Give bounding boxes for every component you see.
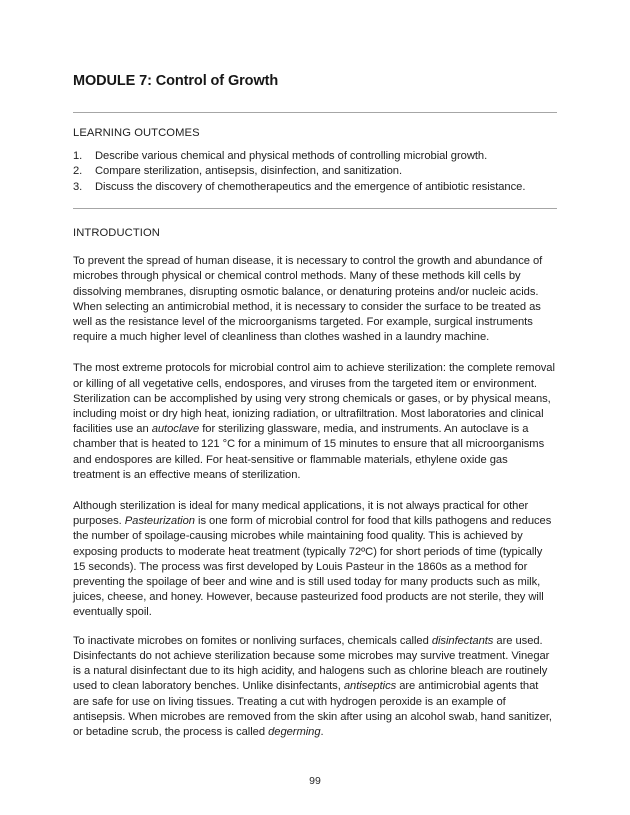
page-content [73, 0, 557, 740]
module-title: MODULE 7: Control of Growth [73, 73, 279, 89]
list-item [73, 149, 557, 164]
list-item [73, 180, 557, 195]
list-item-text: Describe various chemical and physical methods of controlling microbial growth. [95, 150, 488, 162]
list-item-text: Compare sterilization, antisepsis, disinfection, and sanitization. [95, 165, 403, 178]
page-number: 99 [309, 775, 321, 787]
learning-outcomes-heading: LEARNING OUTCOMES [73, 127, 200, 139]
list-item-text: Discuss the discovery of chemotherapeutics and the emergence of antibiotic resistance. [95, 180, 526, 193]
intro-paragraph-4: To inactivate microbes on fomites or nonliving surfaces, chemicals called disinfectants are used. Disinfectants do not achieve sterilization because some microbes may survive treatment. Vinegar is a natural disinfectant due to its high acidity, and halogens such as chlorine bleach are routinely used to clean laboratory benches. Unlike disinfectants, antiseptics are antimicrobial agents that are safe for use on living tissues. Treating a cut with hydrogen peroxide is an example of antisepsis. When microbes are removed from the skin after using an alcohol swab, hand sanitizer, or betadine scrub, the process is called degerming. [73, 634, 552, 738]
intro-paragraph-3: Although sterilization is ideal for many medical applications, it is not always practical for other purposes. Pasteurization is one form of microbial control for food that kills pathogens and reduces the number of spoilage-causing microbes while maintaining food quality. This is achieved by exposing products to moderate heat treatment (typically 72ºC) for short periods of time (typically 15 seconds). The process was first developed by Louis Pasteur in the 1860s as a method for preventing the spoilage of beer and wine and is still used today for many products such as milk, juices, cheese, and honey. However, because pasteurized food products are not sterile, they will eventually spoil. [73, 500, 552, 619]
intro-paragraph-2: The most extreme protocols for microbial control aim to achieve sterilization: the complete removal or killing of all vegetative cells, endospores, and viruses from the targeted item or environment. Sterilization can be accomplished by using very strong chemicals or gases, or by physical means, including moist or dry high heat, ionizing radiation, or ultrafiltration. Most laboratories and clinical facilities use an autoclave for sterilizing glassware, media, and instruments. An autoclave is a chamber that is heated to 121 °C for a minimum of 15 minutes to ensure that all microorganisms and endospores are killed. For heat-sensitive or flammable materials, ethylene oxide gas treatment is an effective means of sterilization. [73, 362, 555, 481]
intro-paragraph-1: To prevent the spread of human disease, it is necessary to control the growth and abundance of microbes through physical or chemical control methods. Many of these methods kill cells by dissolving membranes, disrupting osmotic balance, or denaturing proteins and/or nucleic acids. When selecting an antimicrobial method, it is necessary to consider the surface to be treated as well as the resistance level of the microorganisms targeted. For example, surgical instruments require a much higher level of cleanliness than clothes washed in a laundry machine. [73, 255, 543, 344]
learning-outcomes-list [73, 149, 557, 195]
list-item [73, 164, 557, 179]
divider-after-title [73, 112, 557, 113]
divider-after-outcomes [73, 208, 557, 209]
list-item-number: 2. [73, 165, 83, 178]
list-item-number: 1. [73, 150, 83, 162]
introduction-heading: INTRODUCTION [73, 227, 160, 240]
list-item-number: 3. [73, 180, 83, 193]
